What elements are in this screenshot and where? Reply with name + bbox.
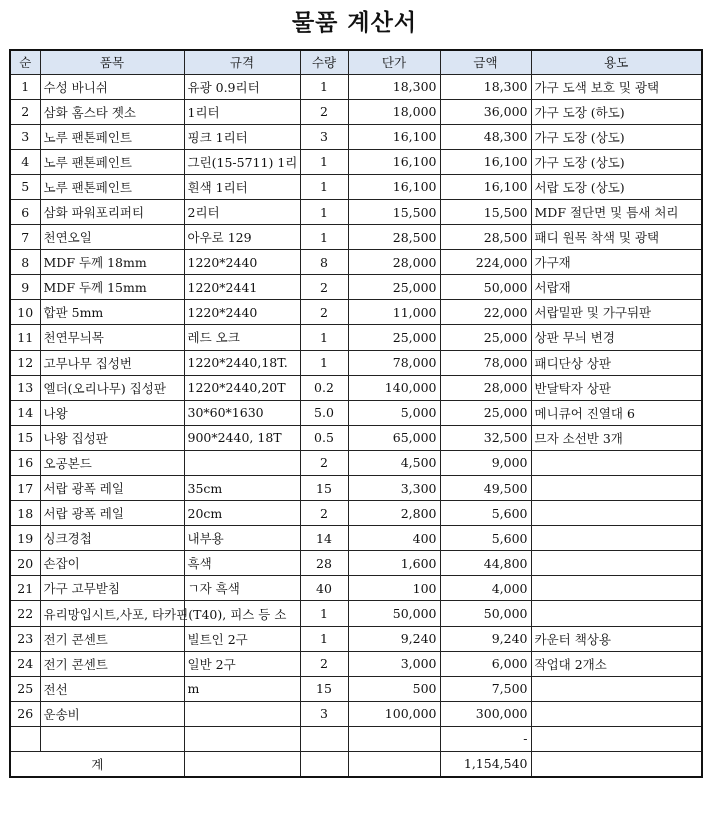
cell-price: 500 (348, 676, 440, 701)
cell-item: 가구 고무받침 (40, 576, 184, 601)
cell-item: 서랍 광폭 레일 (40, 476, 184, 501)
cell-use: 메니큐어 진열대 6 (531, 400, 702, 425)
cell-no: 7 (10, 225, 40, 250)
cell-qty: 2 (300, 300, 348, 325)
cell-no: 24 (10, 651, 40, 676)
cell-amount: 48,300 (440, 124, 531, 149)
page-title: 물품 계산서 (291, 10, 418, 36)
cell-item: 고무나무 집성번 (40, 350, 184, 375)
table-row (10, 149, 702, 174)
cell-spec: 30*60*1630 (184, 400, 300, 425)
cell-spec: ㄱ자 흑색 (184, 576, 300, 601)
cell-use: 패디 원목 착색 및 광택 (531, 225, 702, 250)
cell-amount: 25,000 (440, 325, 531, 350)
table-row (10, 626, 702, 651)
cell-spec: m (184, 676, 300, 701)
cell-spec: 900*2440, 18T (184, 425, 300, 450)
cell-qty: 1 (300, 350, 348, 375)
cell-spec (184, 726, 300, 751)
cell-price: 15,500 (348, 199, 440, 224)
cell-no: 8 (10, 250, 40, 275)
cell-amount: 44,800 (440, 551, 531, 576)
cell-price: 3,300 (348, 476, 440, 501)
cell-spec: 빌트인 2구 (184, 626, 300, 651)
cell-item: 운송비 (40, 701, 184, 726)
cell-price: 100 (348, 576, 440, 601)
cell-spec: 아우로 129 (184, 225, 300, 250)
cell-use: 가구 도장 (하도) (531, 99, 702, 124)
cell-use: 카운터 책상용 (531, 626, 702, 651)
cell-no: 25 (10, 676, 40, 701)
cell-amount: 5,600 (440, 501, 531, 526)
cell-spec: 유광 0.9리터 (184, 74, 300, 99)
cell-qty: 2 (300, 651, 348, 676)
cell-qty: 2 (300, 450, 348, 475)
cell-spec: 35cm (184, 476, 300, 501)
table-row (10, 325, 702, 350)
cell-item: 노루 팬톤페인트 (40, 174, 184, 199)
total-cell-use (531, 752, 702, 777)
cell-spec: 내부용 (184, 526, 300, 551)
cell-no: 16 (10, 450, 40, 475)
cell-use: 작업대 2개소 (531, 651, 702, 676)
cell-no: 11 (10, 325, 40, 350)
header-use: 용도 (531, 50, 702, 74)
cell-amount: - (440, 726, 531, 751)
cell-qty: 2 (300, 501, 348, 526)
header-row (10, 50, 702, 74)
cell-spec: 흰색 1리터 (184, 174, 300, 199)
cell-amount: 78,000 (440, 350, 531, 375)
cell-amount: 50,000 (440, 601, 531, 626)
cell-no: 10 (10, 300, 40, 325)
cell-amount: 6,000 (440, 651, 531, 676)
cell-use: MDF 절단면 및 틈새 처리 (531, 199, 702, 224)
cell-amount: 300,000 (440, 701, 531, 726)
header-price: 단가 (348, 50, 440, 74)
cell-use (531, 501, 702, 526)
cell-item: 천연오일 (40, 225, 184, 250)
table-row (10, 501, 702, 526)
cell-price: 2,800 (348, 501, 440, 526)
cell-price: 4,500 (348, 450, 440, 475)
cell-no: 23 (10, 626, 40, 651)
cell-item: 전기 콘센트 (40, 651, 184, 676)
cell-no: 4 (10, 149, 40, 174)
cell-qty: 1 (300, 149, 348, 174)
cell-item: 노루 팬톤페인트 (40, 149, 184, 174)
cell-qty: 0.2 (300, 375, 348, 400)
total-row (10, 752, 702, 777)
cell-spec: 일반 2구 (184, 651, 300, 676)
cell-no: 2 (10, 99, 40, 124)
cell-spec: 1리터 (184, 99, 300, 124)
cell-spec: 흑색 (184, 551, 300, 576)
cell-price: 5,000 (348, 400, 440, 425)
cell-use (531, 526, 702, 551)
cell-price: 400 (348, 526, 440, 551)
cell-no (10, 726, 40, 751)
cell-amount: 16,100 (440, 174, 531, 199)
cell-amount: 22,000 (440, 300, 531, 325)
cell-item: MDF 두께 18mm (40, 250, 184, 275)
cell-qty: 3 (300, 701, 348, 726)
cell-item: 나왕 (40, 400, 184, 425)
table-row (10, 74, 702, 99)
cell-spec (184, 701, 300, 726)
cell-item: 나왕 집성판 (40, 425, 184, 450)
cell-item: 전선 (40, 676, 184, 701)
cell-spec: 1220*2440,18T. (184, 350, 300, 375)
cell-price: 16,100 (348, 124, 440, 149)
cell-use: 가구재 (531, 250, 702, 275)
cell-no: 12 (10, 350, 40, 375)
cell-item: 삼화 홈스타 젯소 (40, 99, 184, 124)
cell-price: 16,100 (348, 174, 440, 199)
cell-qty: 1 (300, 225, 348, 250)
cell-price: 9,240 (348, 626, 440, 651)
cell-no: 20 (10, 551, 40, 576)
cell-qty: 1 (300, 199, 348, 224)
table-row (10, 275, 702, 300)
cell-price: 140,000 (348, 375, 440, 400)
cell-amount: 49,500 (440, 476, 531, 501)
cell-use: 상판 무늬 변경 (531, 325, 702, 350)
table-row (10, 601, 702, 626)
table-row (10, 300, 702, 325)
cell-item: 엘더(오리나무) 집성판 (40, 375, 184, 400)
table-row (10, 199, 702, 224)
total-cell-qty (300, 752, 348, 777)
cell-item: 전기 콘센트 (40, 626, 184, 651)
cell-spec: 1220*2441 (184, 275, 300, 300)
table-row (10, 676, 702, 701)
cell-use (531, 551, 702, 576)
table-row (10, 350, 702, 375)
cell-no: 5 (10, 174, 40, 199)
table-row (10, 174, 702, 199)
table-row (10, 250, 702, 275)
table-row (10, 225, 702, 250)
cell-amount: 36,000 (440, 99, 531, 124)
total-amount: 1,154,540 (440, 752, 531, 777)
cell-use: 서랍재 (531, 275, 702, 300)
cell-no: 6 (10, 199, 40, 224)
cell-amount: 5,600 (440, 526, 531, 551)
cell-item: 싱크경첩 (40, 526, 184, 551)
cell-price: 11,000 (348, 300, 440, 325)
cell-item: 삼화 파워포리퍼티 (40, 199, 184, 224)
cell-price: 50,000 (348, 601, 440, 626)
cell-use: 서랍 도장 (상도) (531, 174, 702, 199)
cell-item: 천연무늬목 (40, 325, 184, 350)
cell-qty: 2 (300, 99, 348, 124)
table-row (10, 476, 702, 501)
cell-item: 합판 5mm (40, 300, 184, 325)
cell-qty: 14 (300, 526, 348, 551)
cell-spec: 레드 오크 (184, 325, 300, 350)
cell-item: 유리망입시트,사포, 타카핀(T40), 피스 등 소 (40, 601, 184, 626)
table-row (10, 425, 702, 450)
table-row (10, 526, 702, 551)
cell-amount: 25,000 (440, 400, 531, 425)
total-label: 계 (10, 752, 184, 777)
cell-item: 서랍 광폭 레일 (40, 501, 184, 526)
cell-qty: 15 (300, 476, 348, 501)
cell-item: MDF 두께 15mm (40, 275, 184, 300)
cell-qty: 0.5 (300, 425, 348, 450)
header-no: 순 (10, 50, 40, 74)
cell-item: 노루 팬톤페인트 (40, 124, 184, 149)
cell-qty: 1 (300, 174, 348, 199)
cell-amount: 28,000 (440, 375, 531, 400)
cell-price: 28,000 (348, 250, 440, 275)
cell-qty: 1 (300, 325, 348, 350)
cell-use (531, 476, 702, 501)
cell-price: 100,000 (348, 701, 440, 726)
cell-spec: 20cm (184, 501, 300, 526)
cell-qty: 2 (300, 275, 348, 300)
cell-no: 3 (10, 124, 40, 149)
cell-amount: 9,000 (440, 450, 531, 475)
cell-spec: 1220*2440 (184, 250, 300, 275)
cell-amount: 4,000 (440, 576, 531, 601)
cell-amount: 9,240 (440, 626, 531, 651)
cell-no: 21 (10, 576, 40, 601)
table-row (10, 450, 702, 475)
cell-use (531, 576, 702, 601)
cell-no: 19 (10, 526, 40, 551)
cell-use (531, 450, 702, 475)
cell-amount: 28,500 (440, 225, 531, 250)
cell-qty: 8 (300, 250, 348, 275)
table-row (10, 400, 702, 425)
cell-qty: 28 (300, 551, 348, 576)
cell-no: 17 (10, 476, 40, 501)
cell-spec: 1220*2440 (184, 300, 300, 325)
cell-qty (300, 726, 348, 751)
cell-use: 서랍밑판 및 가구뒤판 (531, 300, 702, 325)
cell-use: 반달탁자 상판 (531, 375, 702, 400)
cell-spec: 1220*2440,20T (184, 375, 300, 400)
cell-use (531, 701, 702, 726)
cell-use: 가구 도색 보호 및 광택 (531, 74, 702, 99)
cell-price: 65,000 (348, 425, 440, 450)
cell-no: 1 (10, 74, 40, 99)
table-row (10, 576, 702, 601)
cell-price: 25,000 (348, 275, 440, 300)
cell-qty: 3 (300, 124, 348, 149)
cell-item (40, 726, 184, 751)
cell-item: 수성 바니쉬 (40, 74, 184, 99)
table-row (10, 551, 702, 576)
cell-use (531, 676, 702, 701)
cell-no: 18 (10, 501, 40, 526)
cell-use: 패디단상 상판 (531, 350, 702, 375)
cell-price: 78,000 (348, 350, 440, 375)
cell-amount: 16,100 (440, 149, 531, 174)
cell-price: 3,000 (348, 651, 440, 676)
cell-price: 18,000 (348, 99, 440, 124)
cell-price: 25,000 (348, 325, 440, 350)
cell-use: 가구 도장 (상도) (531, 124, 702, 149)
cell-no: 9 (10, 275, 40, 300)
cell-amount: 15,500 (440, 199, 531, 224)
cell-spec: 핑크 1리터 (184, 124, 300, 149)
cell-use (531, 601, 702, 626)
cell-qty: 5.0 (300, 400, 348, 425)
cell-qty: 1 (300, 74, 348, 99)
header-spec: 규격 (184, 50, 300, 74)
cell-no: 14 (10, 400, 40, 425)
cell-qty: 15 (300, 676, 348, 701)
cell-amount: 224,000 (440, 250, 531, 275)
cell-price (348, 726, 440, 751)
cell-item: 오공본드 (40, 450, 184, 475)
cell-qty: 40 (300, 576, 348, 601)
total-cell-price (348, 752, 440, 777)
cell-amount: 7,500 (440, 676, 531, 701)
total-cell-spec (184, 752, 300, 777)
cell-use: 므자 소선반 3개 (531, 425, 702, 450)
cell-spec (184, 450, 300, 475)
cell-amount: 50,000 (440, 275, 531, 300)
cell-spec: 2리터 (184, 199, 300, 224)
cell-qty: 1 (300, 601, 348, 626)
cell-no: 26 (10, 701, 40, 726)
cell-price: 1,600 (348, 551, 440, 576)
invoice-table (9, 49, 703, 778)
cell-item: 손잡이 (40, 551, 184, 576)
cell-use: 가구 도장 (상도) (531, 149, 702, 174)
cell-amount: 18,300 (440, 74, 531, 99)
table-row (10, 651, 702, 676)
cell-no: 13 (10, 375, 40, 400)
cell-use (531, 726, 702, 751)
cell-spec: 그린(15-5711) 1리 (184, 149, 300, 174)
cell-price: 18,300 (348, 74, 440, 99)
table-row (10, 124, 702, 149)
table-row (10, 99, 702, 124)
header-amount: 금액 (440, 50, 531, 74)
cell-no: 15 (10, 425, 40, 450)
cell-qty: 1 (300, 626, 348, 651)
table-row (10, 375, 702, 400)
cell-price: 16,100 (348, 149, 440, 174)
table-row (10, 726, 702, 751)
cell-amount: 32,500 (440, 425, 531, 450)
cell-price: 28,500 (348, 225, 440, 250)
cell-no: 22 (10, 601, 40, 626)
header-qty: 수량 (300, 50, 348, 74)
header-item: 품목 (40, 50, 184, 74)
table-row (10, 701, 702, 726)
